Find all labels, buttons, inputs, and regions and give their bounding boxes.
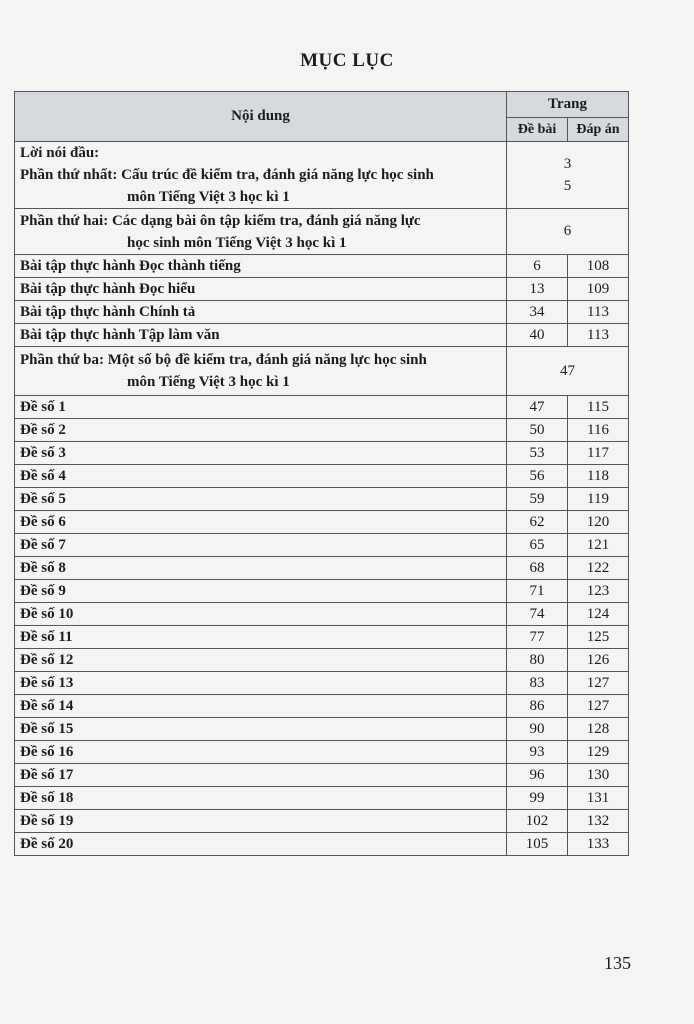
de-so-label: Đề số 6 [15, 511, 507, 534]
de-so-dap-an: 123 [568, 580, 629, 603]
de-so-row [15, 557, 629, 580]
bai-tap-label: Bài tập thực hành Đọc hiểu [15, 278, 507, 301]
de-so-row [15, 580, 629, 603]
de-so-label: Đề số 2 [15, 419, 507, 442]
bai-tap-label: Bài tập thực hành Chính tả [15, 301, 507, 324]
de-so-row [15, 833, 629, 856]
de-so-row [15, 718, 629, 741]
bai-tap-dap-an: 113 [568, 301, 629, 324]
de-so-row [15, 649, 629, 672]
loi-noi-dau-label: Lời nói đầu: [20, 145, 100, 161]
bai-tap-label: Bài tập thực hành Đọc thành tiếng [15, 255, 507, 278]
de-so-de-bai: 59 [507, 488, 568, 511]
de-so-de-bai: 83 [507, 672, 568, 695]
de-so-row [15, 396, 629, 419]
de-so-dap-an: 119 [568, 488, 629, 511]
de-so-de-bai: 105 [507, 833, 568, 856]
phan-thu-hai-line2: học sinh môn Tiếng Việt 3 học kì 1 [127, 234, 347, 251]
phan-thu-hai-page: 6 [507, 209, 629, 255]
phan-thu-ba-page: 47 [507, 347, 629, 396]
de-so-dap-an: 127 [568, 672, 629, 695]
de-so-dap-an: 122 [568, 557, 629, 580]
de-so-de-bai: 47 [507, 396, 568, 419]
de-so-de-bai: 86 [507, 695, 568, 718]
phan-thu-nhat-line2: môn Tiếng Việt 3 học kì 1 [127, 189, 290, 205]
de-so-de-bai: 53 [507, 442, 568, 465]
page-number: 135 [604, 953, 631, 973]
de-so-de-bai: 68 [507, 557, 568, 580]
bai-tap-label: Bài tập thực hành Tập làm văn [15, 324, 507, 347]
de-so-dap-an: 124 [568, 603, 629, 626]
de-so-label: Đề số 14 [15, 695, 507, 718]
de-so-label: Đề số 9 [15, 580, 507, 603]
bai-tap-row [15, 324, 629, 347]
bai-tap-list [15, 255, 629, 347]
de-so-row [15, 695, 629, 718]
toc-row-phan-thu-ba [15, 347, 507, 396]
de-so-label: Đề số 16 [15, 741, 507, 764]
de-so-de-bai: 74 [507, 603, 568, 626]
de-so-row [15, 787, 629, 810]
de-so-de-bai: 56 [507, 465, 568, 488]
de-so-de-bai: 90 [507, 718, 568, 741]
phan-thu-ba-line2: môn Tiếng Việt 3 học kì 1 [127, 374, 290, 390]
de-so-dap-an: 129 [568, 741, 629, 764]
bai-tap-row [15, 255, 629, 278]
de-so-dap-an: 115 [568, 396, 629, 419]
de-so-de-bai: 80 [507, 649, 568, 672]
de-so-dap-an: 131 [568, 787, 629, 810]
de-so-dap-an: 117 [568, 442, 629, 465]
bai-tap-row [15, 301, 629, 324]
bai-tap-row [15, 278, 629, 301]
de-so-label: Đề số 4 [15, 465, 507, 488]
bai-tap-dap-an: 113 [568, 324, 629, 347]
bai-tap-de-bai: 13 [507, 278, 568, 301]
de-so-row [15, 603, 629, 626]
bai-tap-dap-an: 109 [568, 278, 629, 301]
de-so-row [15, 810, 629, 833]
de-so-de-bai: 62 [507, 511, 568, 534]
de-so-label: Đề số 17 [15, 764, 507, 787]
header-dap-an: Đáp án [568, 118, 629, 142]
de-so-dap-an: 125 [568, 626, 629, 649]
de-so-de-bai: 93 [507, 741, 568, 764]
bai-tap-de-bai: 40 [507, 324, 568, 347]
de-so-row [15, 488, 629, 511]
de-so-label: Đề số 8 [15, 557, 507, 580]
de-so-de-bai: 71 [507, 580, 568, 603]
de-so-de-bai: 102 [507, 810, 568, 833]
de-so-label: Đề số 10 [15, 603, 507, 626]
de-so-de-bai: 96 [507, 764, 568, 787]
page-title: MỤC LỤC [300, 50, 394, 71]
bai-tap-de-bai: 6 [507, 255, 568, 278]
de-so-row [15, 511, 629, 534]
phan-thu-nhat-line1: Phần thứ nhất: Cấu trúc đề kiểm tra, đánh giá năng lực học sinh [20, 167, 434, 183]
de-so-row [15, 626, 629, 649]
de-so-dap-an: 132 [568, 810, 629, 833]
phan-thu-hai-line1: Phần thứ hai: Các dạng bài ôn tập kiểm tra, đánh giá năng lực [20, 212, 421, 229]
de-so-de-bai: 65 [507, 534, 568, 557]
de-so-label: Đề số 7 [15, 534, 507, 557]
de-so-label: Đề số 11 [15, 626, 507, 649]
de-so-label: Đề số 5 [15, 488, 507, 511]
de-so-dap-an: 127 [568, 695, 629, 718]
de-so-dap-an: 126 [568, 649, 629, 672]
de-so-dap-an: 116 [568, 419, 629, 442]
de-so-de-bai: 99 [507, 787, 568, 810]
de-so-label: Đề số 12 [15, 649, 507, 672]
de-so-row [15, 672, 629, 695]
header-trang: Trang [507, 92, 629, 118]
de-so-dap-an: 118 [568, 465, 629, 488]
de-so-de-bai: 50 [507, 419, 568, 442]
de-so-label: Đề số 18 [15, 787, 507, 810]
de-so-label: Đề số 19 [15, 810, 507, 833]
bai-tap-de-bai: 34 [507, 301, 568, 324]
de-so-row [15, 764, 629, 787]
intro-pages [507, 142, 629, 209]
toc-row-phan-thu-hai [15, 209, 507, 255]
bai-tap-dap-an: 108 [568, 255, 629, 278]
de-so-label: Đề số 3 [15, 442, 507, 465]
de-so-row [15, 442, 629, 465]
de-so-list [15, 396, 629, 856]
de-so-de-bai: 77 [507, 626, 568, 649]
de-so-dap-an: 128 [568, 718, 629, 741]
de-so-row [15, 741, 629, 764]
de-so-label: Đề số 20 [15, 833, 507, 856]
header-de-bai: Đề bài [507, 118, 568, 142]
de-so-row [15, 419, 629, 442]
de-so-label: Đề số 15 [15, 718, 507, 741]
de-so-row [15, 534, 629, 557]
de-so-dap-an: 130 [568, 764, 629, 787]
de-so-dap-an: 121 [568, 534, 629, 557]
phan-thu-nhat-page: 5 [563, 178, 572, 194]
toc-row-intro [15, 142, 507, 209]
de-so-dap-an: 120 [568, 511, 629, 534]
phan-thu-ba-line1: Phần thứ ba: Một số bộ đề kiểm tra, đánh giá năng lực học sinh [20, 352, 427, 368]
de-so-row [15, 465, 629, 488]
de-so-dap-an: 133 [568, 833, 629, 856]
header-content: Nội dung [15, 92, 507, 142]
de-so-label: Đề số 1 [15, 396, 507, 419]
de-so-label: Đề số 13 [15, 672, 507, 695]
loi-noi-dau-page: 3 [563, 156, 572, 172]
toc-table [14, 91, 629, 856]
